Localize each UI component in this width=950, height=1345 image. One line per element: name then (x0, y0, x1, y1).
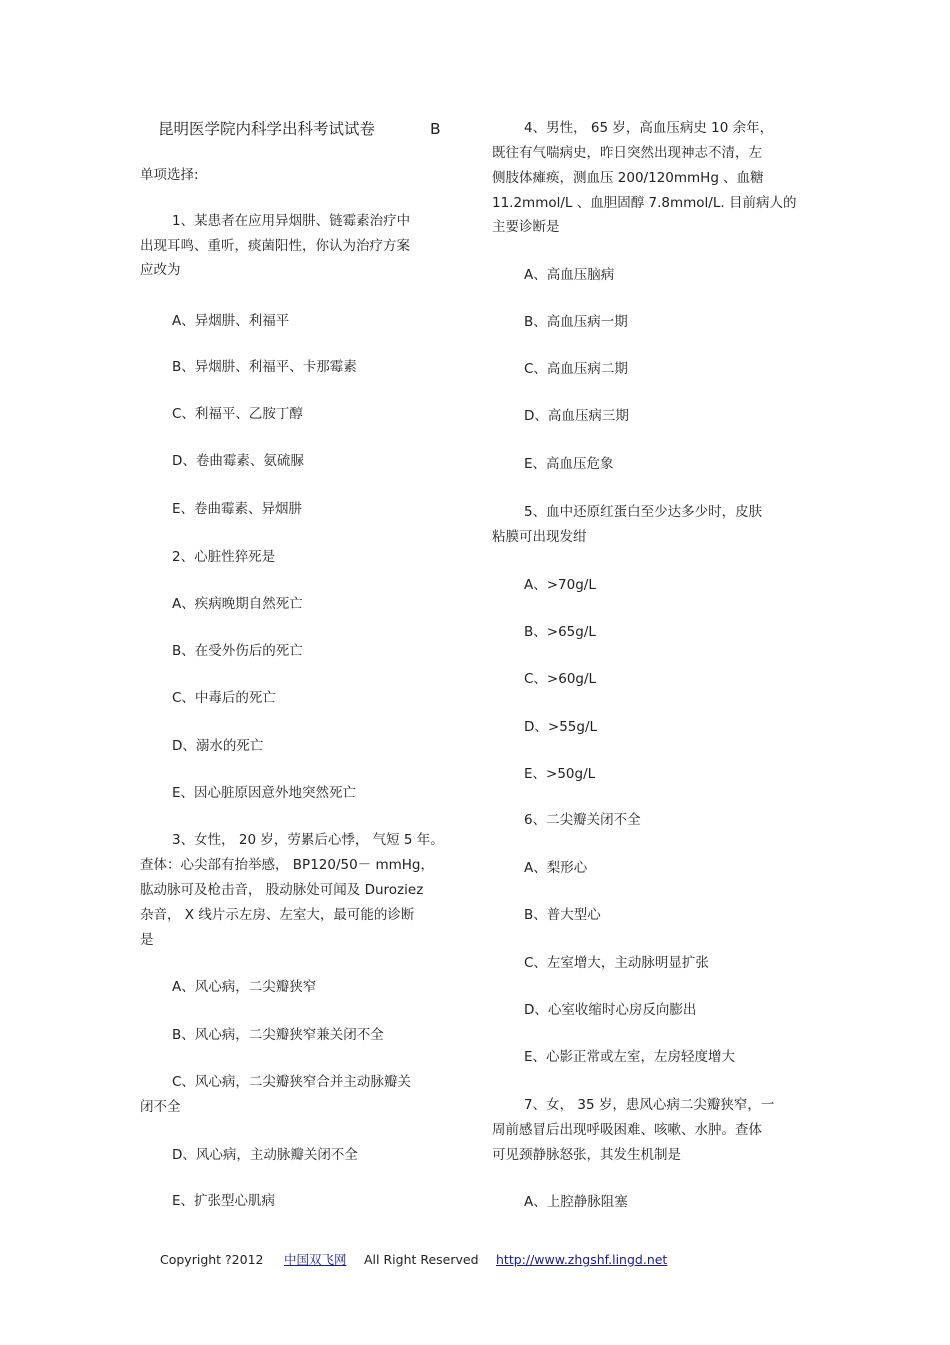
question-3-line-3: 肱动脉可及枪击音， 股动脉处可闻及 Duroziez (140, 882, 424, 898)
question-5-line-1: 5、血中还原红蛋白至少达多少时，皮肤 (524, 504, 763, 520)
q6-option-a: A、梨形心 (524, 860, 588, 876)
exam-version: B (430, 120, 441, 138)
q3-option-e: E、扩张型心肌病 (172, 1193, 276, 1209)
footer-rights: All Right Reserved (364, 1252, 479, 1267)
q1-option-d: D、卷曲霉素、氨硫脲 (172, 453, 304, 469)
q1-option-a: A、异烟肼、利福平 (172, 313, 290, 329)
q3-option-c-line-1: C、风心病，二尖瓣狭窄合并主动脉瓣关 (172, 1074, 411, 1090)
question-7-line-2: 周前感冒后出现呼吸困难、咳嗽、水肿。查体 (492, 1122, 762, 1138)
q2-option-a: A、疾病晚期自然死亡 (172, 596, 303, 612)
q2-option-e: E、因心脏原因意外地突然死亡 (172, 785, 357, 801)
q5-option-c: C、>60g/L (524, 671, 597, 687)
q4-option-a: A、高血压脑病 (524, 267, 615, 283)
q3-option-d: D、风心病，主动脉瓣关闭不全 (172, 1147, 358, 1163)
question-1-line-1: 1、某患者在应用异烟肼、链霉素治疗中 (172, 213, 411, 229)
question-1-line-2: 出现耳鸣、重听，痰菌阳性，你认为治疗方案 (140, 238, 410, 254)
q3-option-c-line-2: 闭不全 (140, 1099, 181, 1115)
q6-option-d: D、心室收缩时心房反向膨出 (524, 1002, 697, 1018)
question-4-line-2: 既往有气喘病史，昨日突然出现神志不清，左 (492, 145, 762, 161)
q4-option-d: D、高血压病三期 (524, 408, 629, 424)
q4-option-e: E、高血压危象 (524, 456, 614, 472)
question-3-line-2: 查体：心尖部有抬举感， BP120/50－ mmHg， (140, 857, 435, 873)
question-1-line-3: 应改为 (140, 262, 181, 278)
q5-option-d: D、>55g/L (524, 719, 598, 735)
q6-option-e: E、心影正常或左室，左房轻度增大 (524, 1049, 736, 1065)
q3-option-b: B、风心病，二尖瓣狭窄兼关闭不全 (172, 1027, 384, 1043)
question-7-line-3: 可见颈静脉怒张，其发生机制是 (492, 1147, 681, 1163)
question-3-line-5: 是 (140, 932, 154, 948)
q1-option-b: B、异烟肼、利福平、卡那霉素 (172, 359, 357, 375)
q1-option-e: E、卷曲霉素、异烟肼 (172, 501, 303, 517)
q4-option-b: B、高血压病一期 (524, 314, 628, 330)
question-2: 2、心脏性猝死是 (172, 549, 276, 565)
question-3-line-1: 3、女性， 20 岁，劳累后心悸， 气短 5 年。 (172, 832, 444, 848)
section-heading: 单项选择: (140, 167, 199, 183)
question-4-line-1: 4、男性， 65 岁，高血压病史 10 余年， (524, 120, 774, 136)
question-4-line-4: 11.2mmol/L 、血胆固醇 7.8mmol/L. 目前病人的 (492, 195, 797, 211)
q3-option-a: A、风心病，二尖瓣狭窄 (172, 979, 317, 995)
q6-option-b: B、普大型心 (524, 907, 601, 923)
page-title: 昆明医学院内科学出科考试试卷 (158, 120, 376, 138)
q2-option-b: B、在受外伤后的死亡 (172, 643, 303, 659)
q7-option-a: A、上腔静脉阻塞 (524, 1194, 628, 1210)
footer-site-link[interactable]: 中国双飞网 (284, 1252, 347, 1267)
q5-option-b: B、>65g/L (524, 624, 596, 640)
question-5-line-2: 粘膜可出现发绀 (492, 529, 587, 545)
q2-option-d: D、溺水的死亡 (172, 738, 264, 754)
q6-option-c: C、左室增大，主动脉明显扩张 (524, 955, 709, 971)
q4-option-c: C、高血压病二期 (524, 361, 628, 377)
footer-copyright: Copyright ?2012 (160, 1252, 264, 1267)
q1-option-c: C、利福平、乙胺丁醇 (172, 406, 303, 422)
question-7-line-1: 7、女， 35 岁，患风心病二尖瓣狭窄，一 (524, 1097, 775, 1113)
question-6: 6、二尖瓣关闭不全 (524, 812, 641, 828)
footer-url-link[interactable]: http://www.zhgshf.lingd.net (496, 1252, 668, 1267)
question-4-line-3: 侧肢体瘫痪，测血压 200/120mmHg 、血糖 (492, 170, 764, 186)
q5-option-e: E、>50g/L (524, 766, 596, 782)
question-4-line-5: 主要诊断是 (492, 219, 560, 235)
q2-option-c: C、中毒后的死亡 (172, 690, 276, 706)
question-3-line-4: 杂音， X 线片示左房、左室大，最可能的诊断 (140, 907, 415, 923)
q5-option-a: A、>70g/L (524, 577, 596, 593)
